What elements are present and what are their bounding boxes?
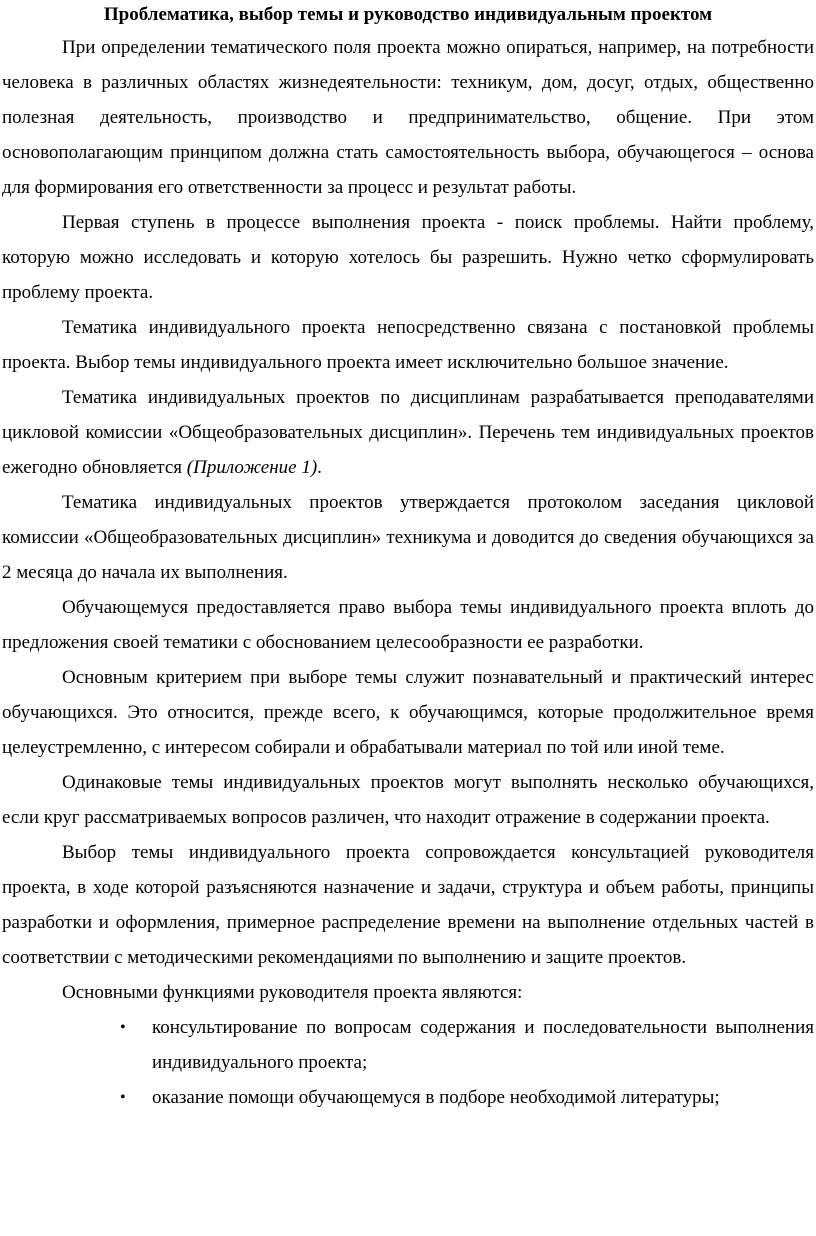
bullet-icon: • bbox=[120, 1089, 126, 1106]
paragraph-student-choice: Обучающемуся предоставляется право выбора темы индивидуального проекта вплоть до предложения своей тематики с обоснованием целесообразности ее разработки. bbox=[2, 597, 814, 653]
list-item-text: оказание помощи обучающемуся в подборе необходимой литературы; bbox=[152, 1087, 720, 1108]
list-item bbox=[120, 1010, 814, 1080]
list-item-text: консультирование по вопросам содержания и последовательности выполнения индивидуального проекта; bbox=[152, 1017, 814, 1073]
paragraph-problem-search: Первая ступень в процессе выполнения проекта - поиск проблемы. Найти проблему, которую можно исследовать и которую хотелось бы разрешить. Нужно четко сформулировать проблему проекта. bbox=[2, 212, 814, 303]
paragraph-topics-approval: Тематика индивидуальных проектов утверждается протоколом заседания цикловой комиссии «Общеобразовательных дисциплин» техникума и доводится до сведения обучающихся за 2 месяца до начала их выполнения. bbox=[2, 492, 814, 583]
list-item bbox=[120, 1080, 814, 1115]
paragraph-topic-field: При определении тематического поля проекта можно опираться, например, на потребности человека в различных областях жизнедеятельности: техникум, дом, досуг, отдых, общественно полезная деятельность, производство и предпринимательство, общение. При этом основополагающим принципом должна стать самостоятельность выбора, обучающегося – основа для формирования его ответственности за процесс и результат работы. bbox=[2, 37, 814, 198]
paragraph-topics-list-text: Тематика индивидуальных проектов по дисциплинам разрабатывается преподавателями цикловой комиссии «Общеобразовательных дисциплин». Перечень тем индивидуальных проектов ежегодно обновляется bbox=[2, 387, 814, 478]
paragraph-main-criterion: Основным критерием при выборе темы служит познавательный и практический интерес обучающихся. Это относится, прежде всего, к обучающимся, которые продолжительное время целеустремленно, с интересом собирали и обрабатывали материал по той или иной теме. bbox=[2, 667, 814, 758]
appendix-reference: (Приложение 1) bbox=[186, 457, 318, 478]
supervisor-functions-list bbox=[2, 1010, 814, 1115]
paragraph-topics-list bbox=[2, 380, 814, 485]
paragraph-supervisor-functions: Основными функциями руководителя проекта являются: bbox=[62, 982, 523, 1003]
paragraph-topic-relation: Тематика индивидуального проекта непосредственно связана с постановкой проблемы проекта. Выбор темы индивидуального проекта имеет исключительно большое значение. bbox=[2, 317, 814, 373]
bullet-icon: • bbox=[120, 1019, 126, 1036]
paragraph-consultation: Выбор темы индивидуального проекта сопровождается консультацией руководителя проекта, в ходе которой разъясняются назначение и задачи, структура и объем работы, принципы разработки и оформления, примерное распределение времени на выполнение отдельных частей в соответствии с методическими рекомендациями по выполнению и защите проектов. bbox=[2, 842, 814, 968]
paragraph-topics-list-end: . bbox=[317, 457, 322, 478]
paragraph-same-topics: Одинаковые темы индивидуальных проектов могут выполнять несколько обучающихся, если круг рассматриваемых вопросов различен, что находит отражение в содержании проекта. bbox=[2, 772, 814, 828]
document-title: Проблематика, выбор темы и руководство индивидуальным проектом bbox=[103, 4, 713, 25]
